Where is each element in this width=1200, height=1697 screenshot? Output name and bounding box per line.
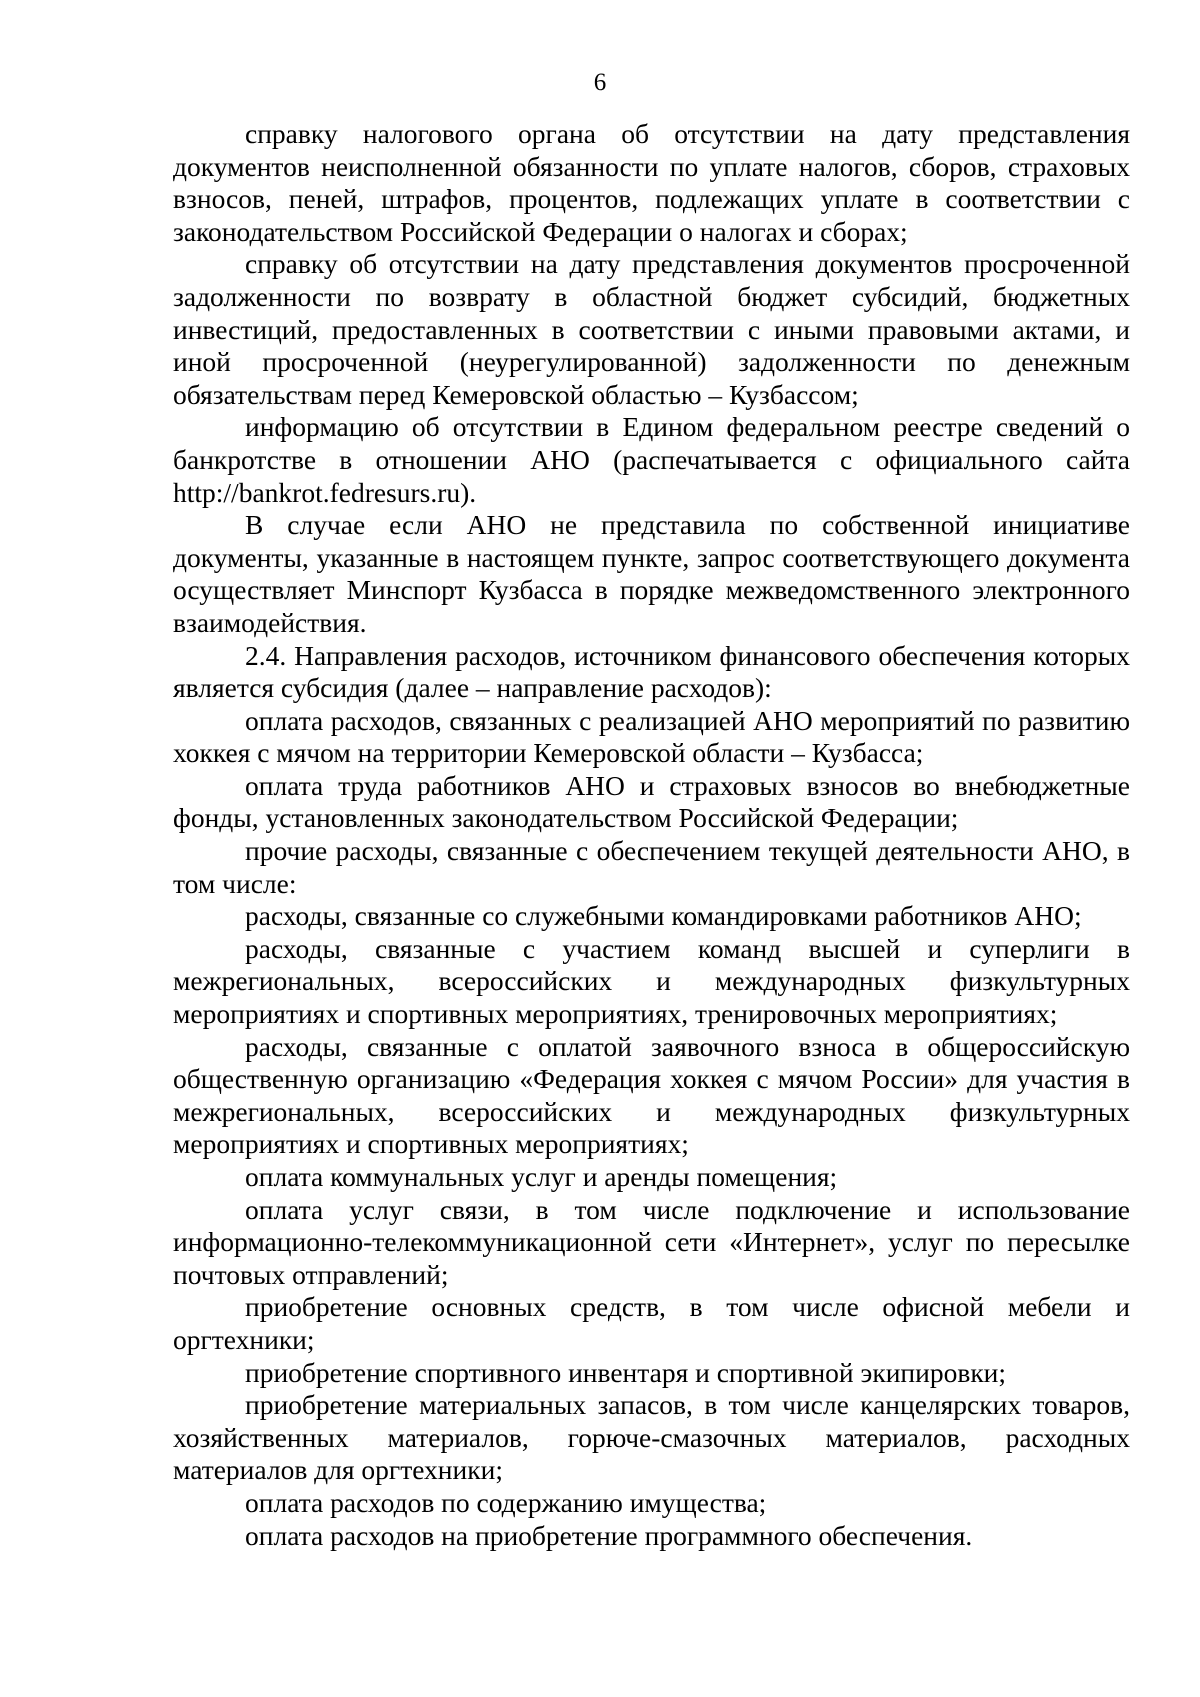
paragraph-interagency-request: В случае если АНО не представила по собственной инициативе документы, указанные в настоящем пункте, запрос соответствующего документа осуществляет Минспорт Кузбасса в порядке межведомственного электронного взаимодействия. (173, 509, 1130, 638)
document-body (173, 118, 1130, 1552)
list-item: оплата коммунальных услуг и аренды помещения; (245, 1161, 838, 1192)
list-item: оплата расходов, связанных с реализацией АНО мероприятий по развитию хоккея с мячом на территории Кемеровской области – Кузбасса; (173, 704, 1130, 769)
list-item: оплата расходов на приобретение программного обеспечения. (245, 1519, 973, 1551)
paragraph-tax-certificate: справку налогового органа об отсутствии на дату представления документов неисполненной обязанности по уплате налогов, сборов, страховых взносов, пеней, штрафов, процентов, подлежащих уплате в соответствии с законодательством Российской Федерации о налогах и сборах; (173, 118, 1130, 247)
list-item: расходы, связанные со служебными командировками работников АНО; (245, 900, 1082, 932)
list-item: прочие расходы, связанные с обеспечением текущей деятельности АНО, в том числе: (173, 835, 1130, 899)
paragraph-section-2-4: 2.4. Направления расходов, источником финансового обеспечения которых является субсидия (далее – направление расходов): (173, 639, 1130, 704)
paragraph-bankruptcy-info: информацию об отсутствии в Едином федеральном реестре сведений о банкротстве в отношении АНО (распечатывается с официального сайта http://bankrot.fedresurs.ru). (173, 411, 1130, 508)
list-item: расходы, связанные с оплатой заявочного взноса в общероссийскую общественную организацию «Федерация хоккея с мячом России» для участия в межрегиональных, всероссийских и международных физкультурных мероприятиях и спортивных мероприятиях; (173, 1030, 1130, 1160)
paragraph-debt-certificate: справку об отсутствии на дату представления документов просроченной задолженности по возврату в областной бюджет субсидий, бюджетных инвестиций, предоставленных в соответствии с иными правовыми актами, и иной просроченной (неурегулированной) задолженности по денежным обязательствам перед Кемеровской областью – Кузбассом; (173, 248, 1130, 410)
list-item: оплата услуг связи, в том числе подключение и использование информационно-телекоммуникационной сети «Интернет», услуг по пересылке почтовых отправлений; (173, 1193, 1130, 1290)
list-item: приобретение спортивного инвентаря и спортивной экипировки; (245, 1356, 1007, 1388)
list-item: оплата расходов по содержанию имущества; (245, 1486, 767, 1518)
page-number: 6 (593, 69, 607, 96)
list-item: расходы, связанные с участием команд высшей и суперлиги в межрегиональных, всероссийских и международных физкультурных мероприятиях и спортивных мероприятиях, тренировочных мероприятиях; (173, 932, 1130, 1030)
list-item: оплата труда работников АНО и страховых взносов во внебюджетные фонды, установленных законодательством Российской Федерации; (173, 769, 1130, 834)
list-item: приобретение основных средств, в том числе офисной мебели и оргтехники; (173, 1291, 1130, 1355)
list-item: приобретение материальных запасов, в том числе канцелярских товаров, хозяйственных материалов, горюче-смазочных материалов, расходных материалов для оргтехники; (173, 1389, 1130, 1486)
